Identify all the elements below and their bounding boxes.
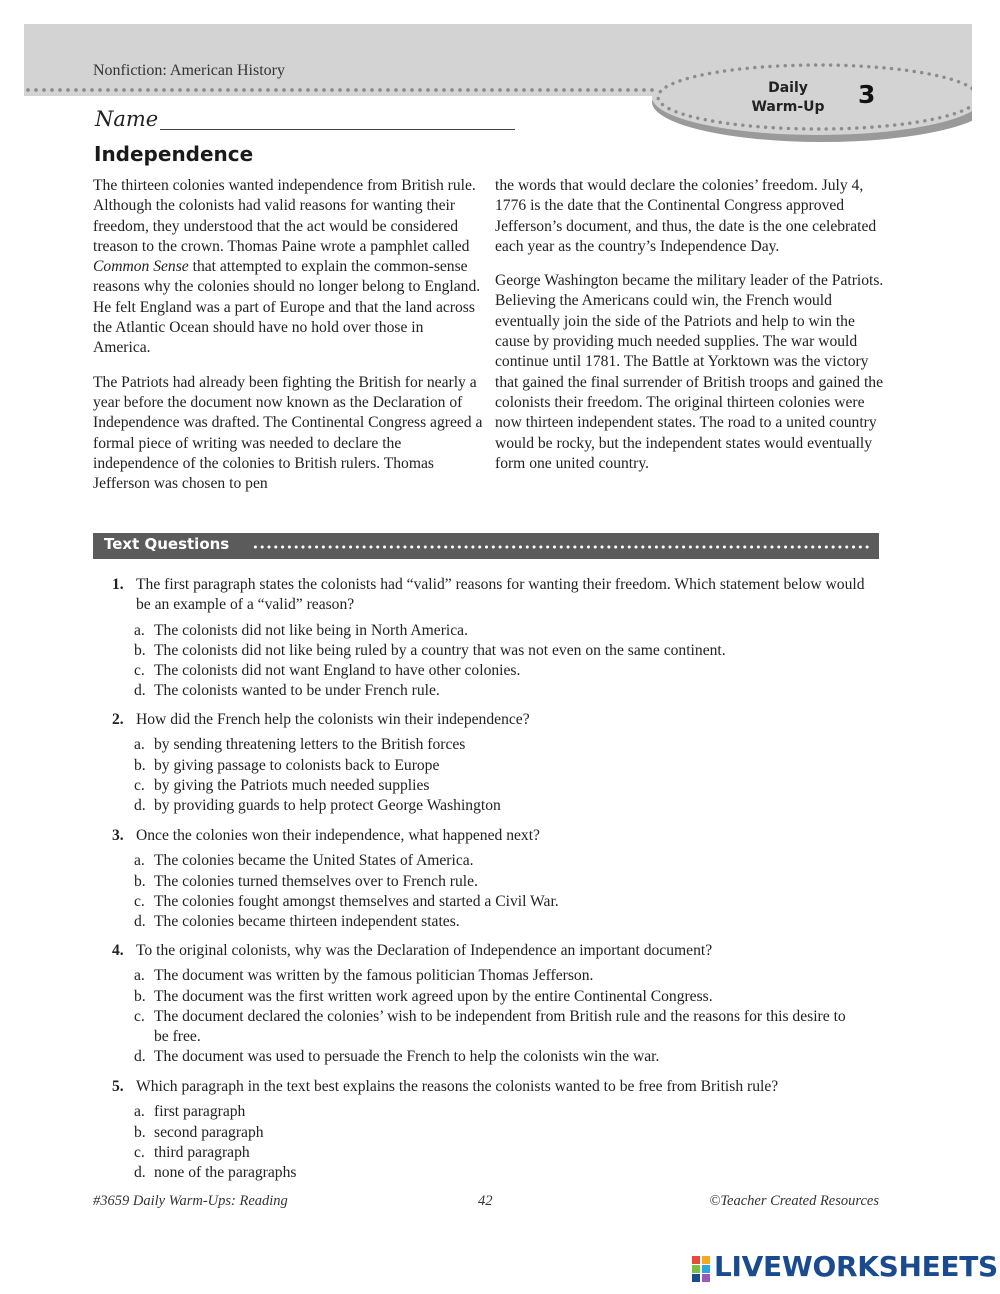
- option-letter: a.: [134, 852, 145, 870]
- option-letter: b.: [134, 987, 146, 1005]
- option-text: The colonists did not like being ruled by a country that was not even on the same continent.: [154, 641, 726, 659]
- answer-option-c[interactable]: [134, 892, 872, 912]
- answer-options: [134, 735, 872, 816]
- question-4: [112, 941, 872, 1068]
- question-number: 4.: [112, 942, 124, 959]
- option-letter: c.: [134, 776, 145, 794]
- passage-right-column: [495, 176, 885, 474]
- option-text: The colonies turned themselves over to French rule.: [154, 872, 478, 890]
- option-letter: b.: [134, 756, 146, 774]
- option-text: first paragraph: [154, 1103, 246, 1121]
- question-number: 2.: [112, 711, 124, 728]
- option-letter: c.: [134, 1007, 145, 1025]
- answer-option-a[interactable]: [134, 621, 872, 641]
- answer-option-a[interactable]: [134, 735, 872, 755]
- answer-option-d[interactable]: [134, 796, 872, 816]
- question-1: [112, 575, 872, 702]
- badge-number: 3: [858, 80, 876, 109]
- option-letter: d.: [134, 1164, 146, 1182]
- option-text: by providing guards to help protect George Washington: [154, 797, 501, 815]
- option-text: The colonies became thirteen independent states.: [154, 913, 460, 931]
- option-letter: a.: [134, 621, 145, 639]
- option-text: The colonies fought amongst themselves and started a Civil War.: [154, 892, 559, 910]
- answer-option-c[interactable]: [134, 661, 872, 681]
- option-text: The colonists did not want England to have other colonies.: [154, 662, 521, 680]
- question-text: The first paragraph states the colonists had “valid” reasons for wanting their freedom. Which statement below would be an example of a “valid” reason?: [136, 576, 865, 614]
- option-letter: d.: [134, 913, 146, 931]
- option-letter: a.: [134, 967, 145, 985]
- answer-options: [134, 1102, 872, 1183]
- answer-options: [134, 621, 872, 702]
- passage-paragraph-2-continued: the words that would declare the colonies’ freedom. July 4, 1776 is the date that the Continental Congress approved Jefferson’s document, and thus, the date is the one celebrated each year as the country’s Independence Day.: [495, 177, 877, 255]
- answer-option-d[interactable]: [134, 1163, 872, 1183]
- option-text: The document was used to persuade the French to help the colonists win the war.: [154, 1048, 660, 1066]
- answer-option-b[interactable]: [134, 641, 872, 661]
- liveworksheets-logo-text: LIVEWORKSHEETS: [714, 1250, 998, 1283]
- question-text: Once the colonies won their independence, what happened next?: [136, 827, 540, 844]
- option-letter: a.: [134, 736, 145, 754]
- liveworksheets-logo[interactable]: [688, 1250, 998, 1288]
- badge-title-line1: Daily: [768, 80, 808, 96]
- badge-title: [732, 79, 844, 117]
- answer-option-a[interactable]: [134, 1102, 872, 1122]
- question-3: [112, 826, 872, 932]
- text-questions-title: Text Questions: [104, 535, 230, 553]
- option-text: by sending threatening letters to the British forces: [154, 736, 466, 754]
- text-questions-dots: [252, 545, 872, 549]
- answer-option-d[interactable]: [134, 1047, 872, 1067]
- option-text: The colonies became the United States of America.: [154, 852, 474, 870]
- question-number: 5.: [112, 1078, 124, 1095]
- answer-option-a[interactable]: [134, 851, 872, 871]
- option-letter: a.: [134, 1103, 145, 1121]
- option-letter: c.: [134, 1143, 145, 1161]
- option-text: by giving passage to colonists back to Europe: [154, 756, 440, 774]
- question-2: [112, 710, 872, 816]
- passage-paragraph-3: George Washington became the military leader of the Patriots. Believing the Americans could win, the French would eventually join the side of the Patriots and help to win the cause by providing much needed supplies. The war would continue until 1781. The Battle at Yorktown was the victory that gained the final surrender of British troops and gained the colonists their freedom. The original thirteen colonies were now thirteen independent states. The road to a united country would be rocky, but the independent states would eventually form one united country.: [495, 272, 884, 472]
- option-text: The colonists did not like being in North America.: [154, 621, 468, 639]
- badge-title-line2: Warm-Up: [751, 99, 825, 115]
- paragraph-text: that attempted to explain the common-sense reasons why the colonies should no longer belong to England. He felt England was a part of Europe and that the land across the Atlantic Ocean should have no hold over those in America.: [93, 258, 481, 357]
- option-text: The document was written by the famous politician Thomas Jefferson.: [154, 967, 594, 985]
- name-input-line[interactable]: [160, 129, 515, 130]
- question-text: To the original colonists, why was the Declaration of Independence an important document?: [136, 942, 713, 959]
- option-letter: b.: [134, 1123, 146, 1141]
- answer-option-d[interactable]: [134, 681, 872, 701]
- dotted-divider: [24, 88, 664, 92]
- option-letter: c.: [134, 662, 145, 680]
- option-letter: b.: [134, 872, 146, 890]
- option-text: by giving the Patriots much needed supplies: [154, 776, 430, 794]
- answer-option-b[interactable]: [134, 1123, 872, 1143]
- option-text: The document was the first written work agreed upon by the entire Continental Congress.: [154, 987, 713, 1005]
- question-number: 3.: [112, 827, 124, 844]
- question-number: 1.: [112, 576, 124, 593]
- option-letter: b.: [134, 641, 146, 659]
- answer-options: [134, 966, 872, 1067]
- option-text: second paragraph: [154, 1123, 264, 1141]
- liveworksheets-logo-icon: [692, 1256, 710, 1282]
- answer-option-a[interactable]: [134, 966, 872, 986]
- page-number: 42: [478, 1193, 493, 1209]
- answer-option-b[interactable]: [134, 756, 872, 776]
- passage-left-column: [93, 176, 483, 494]
- passage-paragraph-1: [93, 176, 483, 359]
- option-letter: c.: [134, 892, 145, 910]
- footer-book-title: #3659 Daily Warm-Ups: Reading: [93, 1193, 288, 1209]
- option-letter: d.: [134, 1048, 146, 1066]
- question-text: How did the French help the colonists win their independence?: [136, 711, 530, 728]
- name-label: Name: [95, 107, 159, 131]
- option-text: The document declared the colonies’ wish to be independent from British rule and the reasons for this desire to be free.: [154, 1007, 846, 1046]
- section-label: Nonfiction: American History: [93, 62, 285, 79]
- option-letter: d.: [134, 797, 146, 815]
- question-5: [112, 1077, 872, 1183]
- footer-copyright: ©Teacher Created Resources: [709, 1193, 879, 1209]
- answer-options: [134, 851, 872, 932]
- answer-option-b[interactable]: [134, 872, 872, 892]
- question-text: Which paragraph in the text best explains the reasons the colonists wanted to be free from British rule?: [136, 1078, 779, 1095]
- option-text: The colonists wanted to be under French rule.: [154, 682, 440, 700]
- answer-option-c[interactable]: [134, 1143, 872, 1163]
- passage-paragraph-2: The Patriots had already been fighting the British for nearly a year before the document now known as the Declaration of Independence was drafted. The Continental Congress agreed a formal piece of writing was needed to declare the independence of the colonies to British rulers. Thomas Jefferson was chosen to pen: [93, 373, 483, 493]
- option-text: third paragraph: [154, 1143, 250, 1161]
- passage-title: Independence: [94, 142, 254, 166]
- answer-option-c[interactable]: [134, 1007, 872, 1048]
- option-letter: d.: [134, 682, 146, 700]
- book-title: Common Sense: [93, 258, 189, 276]
- option-text: none of the paragraphs: [154, 1164, 297, 1182]
- paragraph-text: The thirteen colonies wanted independence from British rule. Although the colonists had valid reasons for wanting their freedom, they understood that the act would be considered treason to the crown. Thomas Paine wrote a pamphlet called: [93, 177, 476, 255]
- answer-option-d[interactable]: [134, 912, 872, 932]
- answer-option-c[interactable]: [134, 776, 872, 796]
- answer-option-b[interactable]: [134, 987, 872, 1007]
